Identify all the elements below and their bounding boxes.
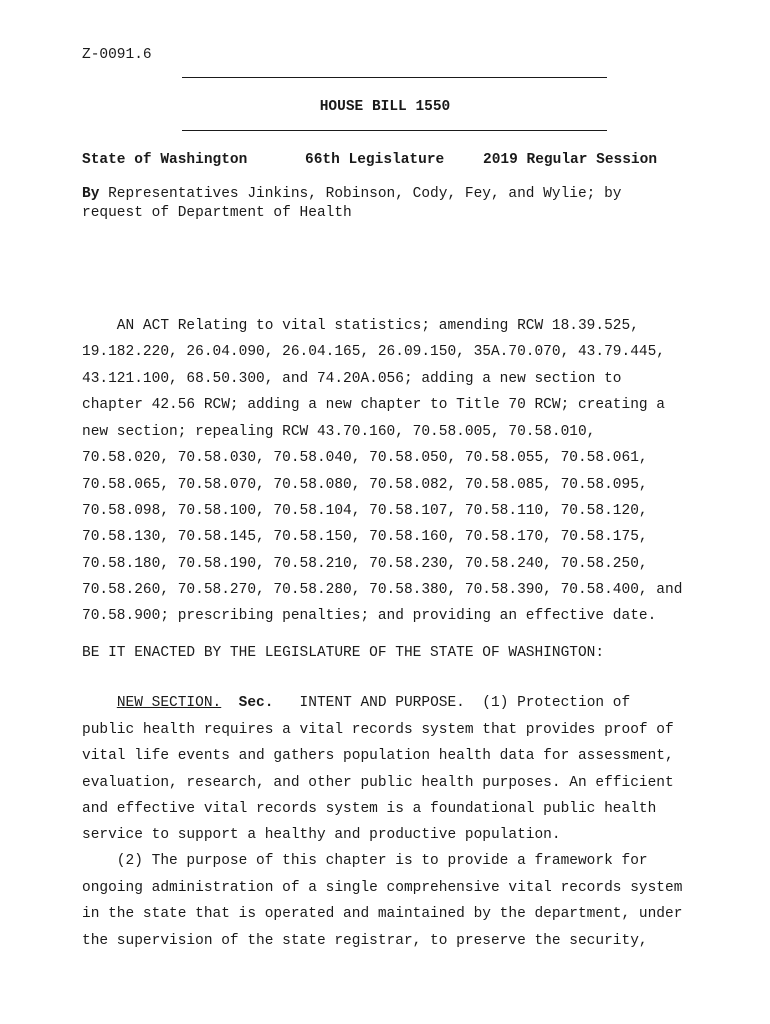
legislature-number: 66th Legislature <box>305 152 445 168</box>
act-line: 19.182.220, 26.04.090, 26.04.165, 26.09.150, 35A.70.070, 43.79.445, <box>82 344 665 360</box>
section-line: public health requires a vital records system that provides proof of <box>82 722 674 738</box>
sponsors-line-2: request of Department of Health <box>82 205 352 221</box>
act-line: 70.58.020, 70.58.030, 70.58.040, 70.58.050, 70.58.055, 70.58.061, <box>82 450 648 466</box>
sec-label: Sec. <box>238 695 274 711</box>
bottom-rule <box>182 130 607 131</box>
section-line: in the state that is operated and maintained by the department, under <box>82 906 683 922</box>
sponsors-line-1 <box>82 186 622 202</box>
sponsors-text-1: Representatives Jinkins, Robinson, Cody, Fey, and Wylie; by <box>108 186 622 202</box>
by-label: By <box>82 186 100 202</box>
new-section-label: NEW SECTION. <box>116 695 222 711</box>
act-line: 70.58.098, 70.58.100, 70.58.104, 70.58.107, 70.58.110, 70.58.120, <box>82 503 648 519</box>
document-code: Z-0091.6 <box>82 47 152 63</box>
section-indent <box>82 695 117 711</box>
top-rule <box>182 77 607 78</box>
section-heading-text: INTENT AND PURPOSE. (1) Protection of <box>273 695 631 711</box>
act-line: 70.58.900; prescribing penalties; and providing an effective date. <box>82 608 657 624</box>
section-line: the supervision of the state registrar, to preserve the security, <box>82 933 648 949</box>
act-line: chapter 42.56 RCW; adding a new chapter to Title 70 RCW; creating a <box>82 397 665 413</box>
act-line: 43.121.100, 68.50.300, and 74.20A.056; adding a new section to <box>82 371 622 387</box>
act-line: new section; repealing RCW 43.70.160, 70.58.005, 70.58.010, <box>82 424 596 440</box>
section-line: service to support a healthy and productive population. <box>82 827 561 843</box>
act-line: AN ACT Relating to vital statistics; amending RCW 18.39.525, <box>82 318 639 334</box>
section-line: and effective vital records system is a foundational public health <box>82 801 657 817</box>
section-line: ongoing administration of a single comprehensive vital records system <box>82 880 683 896</box>
section-heading-line <box>82 695 630 711</box>
enacting-clause: BE IT ENACTED BY THE LEGISLATURE OF THE STATE OF WASHINGTON: <box>82 645 605 661</box>
act-line: 70.58.260, 70.58.270, 70.58.280, 70.58.380, 70.58.390, 70.58.400, and <box>82 582 683 598</box>
bill-title: HOUSE BILL 1550 <box>319 99 451 115</box>
section-line: vital life events and gathers population health data for assessment, <box>82 748 674 764</box>
state-name: State of Washington <box>82 152 248 168</box>
act-line: 70.58.065, 70.58.070, 70.58.080, 70.58.082, 70.58.085, 70.58.095, <box>82 477 648 493</box>
section-line: (2) The purpose of this chapter is to provide a framework for <box>82 853 648 869</box>
section-line: evaluation, research, and other public health purposes. An efficient <box>82 775 674 791</box>
session-name: 2019 Regular Session <box>483 152 658 168</box>
act-line: 70.58.130, 70.58.145, 70.58.150, 70.58.160, 70.58.170, 70.58.175, <box>82 529 648 545</box>
act-line: 70.58.180, 70.58.190, 70.58.210, 70.58.230, 70.58.240, 70.58.250, <box>82 556 648 572</box>
